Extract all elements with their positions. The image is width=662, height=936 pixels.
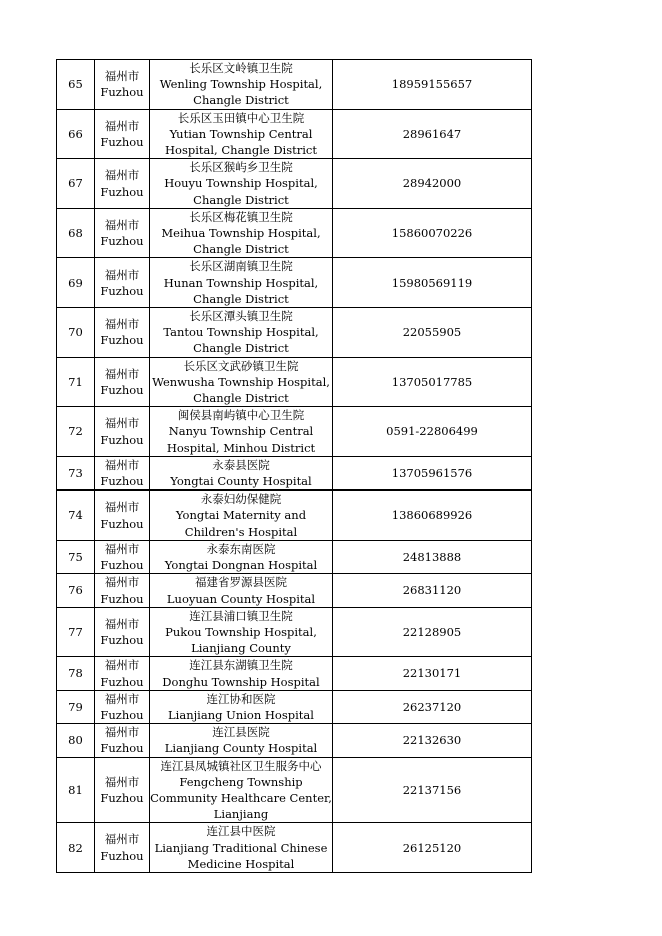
phone-number: 26831120 xyxy=(402,583,462,598)
row-number-cell xyxy=(57,258,95,308)
table-row xyxy=(57,574,532,607)
city-chinese: 福州市 xyxy=(104,832,140,847)
city-chinese: 福州市 xyxy=(104,616,140,631)
phone-cell xyxy=(333,407,532,457)
phone-cell xyxy=(333,60,532,110)
hospital-name-cell xyxy=(150,757,333,823)
hospital-name-chinese: 长乐区梅花镇卫生院 xyxy=(189,209,293,224)
row-number-cell xyxy=(57,690,95,723)
city-english: Fuzhou xyxy=(100,474,144,489)
city-english: Fuzhou xyxy=(100,134,144,149)
city-cell xyxy=(95,208,150,258)
city-chinese: 福州市 xyxy=(104,366,140,381)
hospital-name-english: Yongtai Dongnan Hospital xyxy=(164,558,318,573)
phone-number: 22128905 xyxy=(402,624,462,639)
hospital-name-english: Hunan Township Hospital, Changle District xyxy=(163,275,319,306)
hospital-name-chinese: 连江县医院 xyxy=(212,725,270,740)
phone-cell xyxy=(333,258,532,308)
row-number: 68 xyxy=(68,226,83,241)
hospital-name-cell xyxy=(150,540,333,573)
city-chinese: 福州市 xyxy=(104,457,140,472)
row-number-cell xyxy=(57,159,95,209)
row-number-cell xyxy=(57,823,95,873)
city-chinese: 福州市 xyxy=(104,658,140,673)
city-english: Fuzhou xyxy=(100,333,144,348)
table-row xyxy=(57,540,532,573)
city-english: Fuzhou xyxy=(100,674,144,689)
city-cell xyxy=(95,607,150,657)
phone-cell xyxy=(333,159,532,209)
hospital-name-english: Lianjiang Traditional Chinese Medicine Hospital xyxy=(154,840,328,871)
city-chinese: 福州市 xyxy=(104,691,140,706)
table-row xyxy=(57,308,532,358)
hospital-name-chinese: 长乐区玉田镇中心卫生院 xyxy=(177,110,305,125)
table-row xyxy=(57,208,532,258)
phone-number: 15980569119 xyxy=(391,275,473,290)
city-chinese: 福州市 xyxy=(104,217,140,232)
city-chinese: 福州市 xyxy=(104,575,140,590)
row-number-cell xyxy=(57,490,95,540)
city-english: Fuzhou xyxy=(100,558,144,573)
city-english: Fuzhou xyxy=(100,184,144,199)
hospital-name-english: Yutian Township Central Hospital, Changle District xyxy=(165,126,317,158)
city-chinese: 福州市 xyxy=(104,317,140,332)
hospital-name-english: Lianjiang Union Hospital xyxy=(168,707,314,722)
city-english: Fuzhou xyxy=(100,633,144,647)
hospital-name-chinese: 连江县凤城镇社区卫生服务中心 xyxy=(160,758,322,773)
city-chinese: 福州市 xyxy=(104,69,140,84)
row-number: 73 xyxy=(68,465,83,480)
city-cell xyxy=(95,823,150,873)
phone-number: 22130171 xyxy=(402,666,462,681)
table-row xyxy=(57,823,532,873)
row-number: 79 xyxy=(68,699,83,714)
hospital-name-cell xyxy=(150,690,333,723)
phone-number: 0591-22806499 xyxy=(386,424,478,439)
hospital-name-english: Donghu Township Hospital xyxy=(162,674,320,689)
city-english: Fuzhou xyxy=(100,516,144,531)
row-number: 69 xyxy=(68,275,83,290)
phone-number: 24813888 xyxy=(402,549,462,564)
hospital-name-chinese: 永泰妇幼保健院 xyxy=(200,492,282,507)
hospital-name-chinese: 长乐区文武砂镇卫生院 xyxy=(183,358,299,373)
city-english: Fuzhou xyxy=(100,790,144,805)
row-number-cell xyxy=(57,308,95,358)
table-row xyxy=(57,690,532,723)
hospital-name-english: Houyu Township Hospital, Changle District xyxy=(164,176,318,207)
phone-number: 15860070226 xyxy=(391,226,473,241)
city-cell xyxy=(95,574,150,607)
row-number: 81 xyxy=(68,782,83,797)
hospital-name-cell xyxy=(150,657,333,690)
hospital-name-english: Yongtai County Hospital xyxy=(170,474,312,489)
table-row xyxy=(57,657,532,690)
phone-cell xyxy=(333,540,532,573)
row-number: 77 xyxy=(68,624,83,639)
hospital-name-english: Nanyu Township Central Hospital, Minhou District xyxy=(166,424,316,455)
phone-cell xyxy=(333,574,532,607)
row-number-cell xyxy=(57,657,95,690)
city-cell xyxy=(95,60,150,110)
hospital-name-cell xyxy=(150,357,333,407)
row-number: 74 xyxy=(68,508,83,523)
phone-cell xyxy=(333,757,532,823)
hospital-name-english: Pukou Township Hospital, Lianjiang County xyxy=(165,624,317,656)
row-number: 80 xyxy=(68,733,83,748)
hospital-name-english: Lianjiang County Hospital xyxy=(164,741,318,756)
phone-number: 28961647 xyxy=(402,126,462,141)
row-number: 78 xyxy=(68,666,83,681)
city-cell xyxy=(95,456,150,490)
phone-cell xyxy=(333,208,532,258)
city-cell xyxy=(95,490,150,540)
city-english: Fuzhou xyxy=(100,591,144,606)
city-cell xyxy=(95,258,150,308)
hospital-name-english: Fengcheng Township Community Healthcare Center, Lianjiang xyxy=(150,774,332,822)
table-row xyxy=(57,456,532,490)
phone-number: 13705017785 xyxy=(391,374,473,389)
row-number: 72 xyxy=(68,424,83,439)
row-number-cell xyxy=(57,607,95,657)
phone-number: 26125120 xyxy=(402,840,462,855)
row-number-cell xyxy=(57,60,95,110)
phone-cell xyxy=(333,724,532,757)
phone-number: 22132630 xyxy=(402,733,462,748)
city-chinese: 福州市 xyxy=(104,416,140,431)
city-cell xyxy=(95,690,150,723)
row-number-cell xyxy=(57,540,95,573)
phone-cell xyxy=(333,657,532,690)
phone-number: 13705961576 xyxy=(391,465,473,480)
table-row xyxy=(57,724,532,757)
phone-cell xyxy=(333,490,532,540)
city-chinese: 福州市 xyxy=(104,168,140,183)
city-chinese: 福州市 xyxy=(104,118,140,133)
table-row xyxy=(57,607,532,657)
row-number: 76 xyxy=(68,583,83,598)
city-chinese: 福州市 xyxy=(104,500,140,515)
hospital-name-english: Wenling Township Hospital, Changle District xyxy=(159,77,323,108)
row-number: 71 xyxy=(68,374,83,389)
phone-cell xyxy=(333,823,532,873)
row-number-cell xyxy=(57,757,95,823)
hospital-name-cell xyxy=(150,159,333,209)
city-cell xyxy=(95,407,150,457)
hospital-name-chinese: 连江县东湖镇卫生院 xyxy=(189,658,293,673)
phone-number: 13860689926 xyxy=(391,508,473,523)
hospital-name-cell xyxy=(150,109,333,159)
phone-number: 28942000 xyxy=(402,176,462,191)
table-row xyxy=(57,159,532,209)
hospital-name-english: Meihua Township Hospital, Changle District xyxy=(161,226,321,257)
row-number: 70 xyxy=(68,325,83,340)
phone-number: 18959155657 xyxy=(391,77,473,92)
table-row xyxy=(57,109,532,159)
table-row xyxy=(57,60,532,110)
phone-number: 22055905 xyxy=(402,325,462,340)
row-number-cell xyxy=(57,724,95,757)
table-row xyxy=(57,357,532,407)
phone-cell xyxy=(333,109,532,159)
phone-cell xyxy=(333,308,532,358)
row-number-cell xyxy=(57,109,95,159)
row-number-cell xyxy=(57,407,95,457)
phone-cell xyxy=(333,607,532,657)
hospital-table xyxy=(56,59,532,873)
city-english: Fuzhou xyxy=(100,85,144,100)
hospital-name-cell xyxy=(150,60,333,110)
phone-number: 26237120 xyxy=(402,699,462,714)
phone-number: 22137156 xyxy=(402,782,462,797)
hospital-name-cell xyxy=(150,574,333,607)
hospital-table-body xyxy=(57,60,532,873)
city-chinese: 福州市 xyxy=(104,725,140,740)
hospital-name-cell xyxy=(150,607,333,657)
hospital-name-english: Tantou Township Hospital, Changle District xyxy=(163,325,319,356)
hospital-name-chinese: 永泰县医院 xyxy=(212,457,270,472)
hospital-name-chinese: 连江协和医院 xyxy=(206,691,276,706)
hospital-name-cell xyxy=(150,208,333,258)
city-cell xyxy=(95,308,150,358)
hospital-name-english: Yongtai Maternity and Children's Hospital xyxy=(175,508,307,539)
city-english: Fuzhou xyxy=(100,848,144,863)
row-number: 82 xyxy=(68,840,83,855)
city-english: Fuzhou xyxy=(100,382,144,397)
hospital-name-chinese: 闽侯县南屿镇中心卫生院 xyxy=(177,408,305,423)
hospital-name-chinese: 永泰东南医院 xyxy=(206,541,276,556)
row-number-cell xyxy=(57,208,95,258)
hospital-name-chinese: 长乐区猴屿乡卫生院 xyxy=(189,160,293,175)
phone-cell xyxy=(333,357,532,407)
city-cell xyxy=(95,159,150,209)
row-number-cell xyxy=(57,357,95,407)
city-cell xyxy=(95,724,150,757)
row-number-cell xyxy=(57,574,95,607)
hospital-name-cell xyxy=(150,456,333,490)
row-number-cell xyxy=(57,456,95,490)
row-number: 66 xyxy=(68,126,83,141)
city-english: Fuzhou xyxy=(100,741,144,756)
row-number: 67 xyxy=(68,176,83,191)
hospital-name-cell xyxy=(150,407,333,457)
city-cell xyxy=(95,357,150,407)
city-english: Fuzhou xyxy=(100,707,144,722)
hospital-name-english: Luoyuan County Hospital xyxy=(166,591,316,606)
city-english: Fuzhou xyxy=(100,234,144,249)
hospital-name-chinese: 连江县中医院 xyxy=(206,824,276,839)
hospital-name-cell xyxy=(150,823,333,873)
row-number: 75 xyxy=(68,549,83,564)
hospital-name-cell xyxy=(150,724,333,757)
hospital-name-chinese: 福建省罗源县医院 xyxy=(195,575,287,590)
city-cell xyxy=(95,657,150,690)
city-chinese: 福州市 xyxy=(104,541,140,556)
hospital-name-cell xyxy=(150,490,333,540)
hospital-name-chinese: 连江县浦口镇卫生院 xyxy=(189,608,293,623)
hospital-name-cell xyxy=(150,258,333,308)
city-cell xyxy=(95,757,150,823)
hospital-name-chinese: 长乐区湖南镇卫生院 xyxy=(189,259,293,274)
phone-cell xyxy=(333,690,532,723)
city-english: Fuzhou xyxy=(100,283,144,298)
hospital-name-chinese: 长乐区潭头镇卫生院 xyxy=(189,309,293,324)
phone-cell xyxy=(333,456,532,490)
city-cell xyxy=(95,540,150,573)
hospital-name-english: Wenwusha Township Hospital, Changle District xyxy=(152,374,330,406)
table-row xyxy=(57,258,532,308)
city-cell xyxy=(95,109,150,159)
hospital-name-cell xyxy=(150,308,333,358)
city-chinese: 福州市 xyxy=(104,774,140,789)
table-row xyxy=(57,490,532,540)
city-chinese: 福州市 xyxy=(104,267,140,282)
hospital-name-chinese: 长乐区文岭镇卫生院 xyxy=(189,61,293,75)
row-number: 65 xyxy=(68,77,83,92)
table-row xyxy=(57,407,532,457)
city-english: Fuzhou xyxy=(100,432,144,447)
table-row xyxy=(57,757,532,823)
